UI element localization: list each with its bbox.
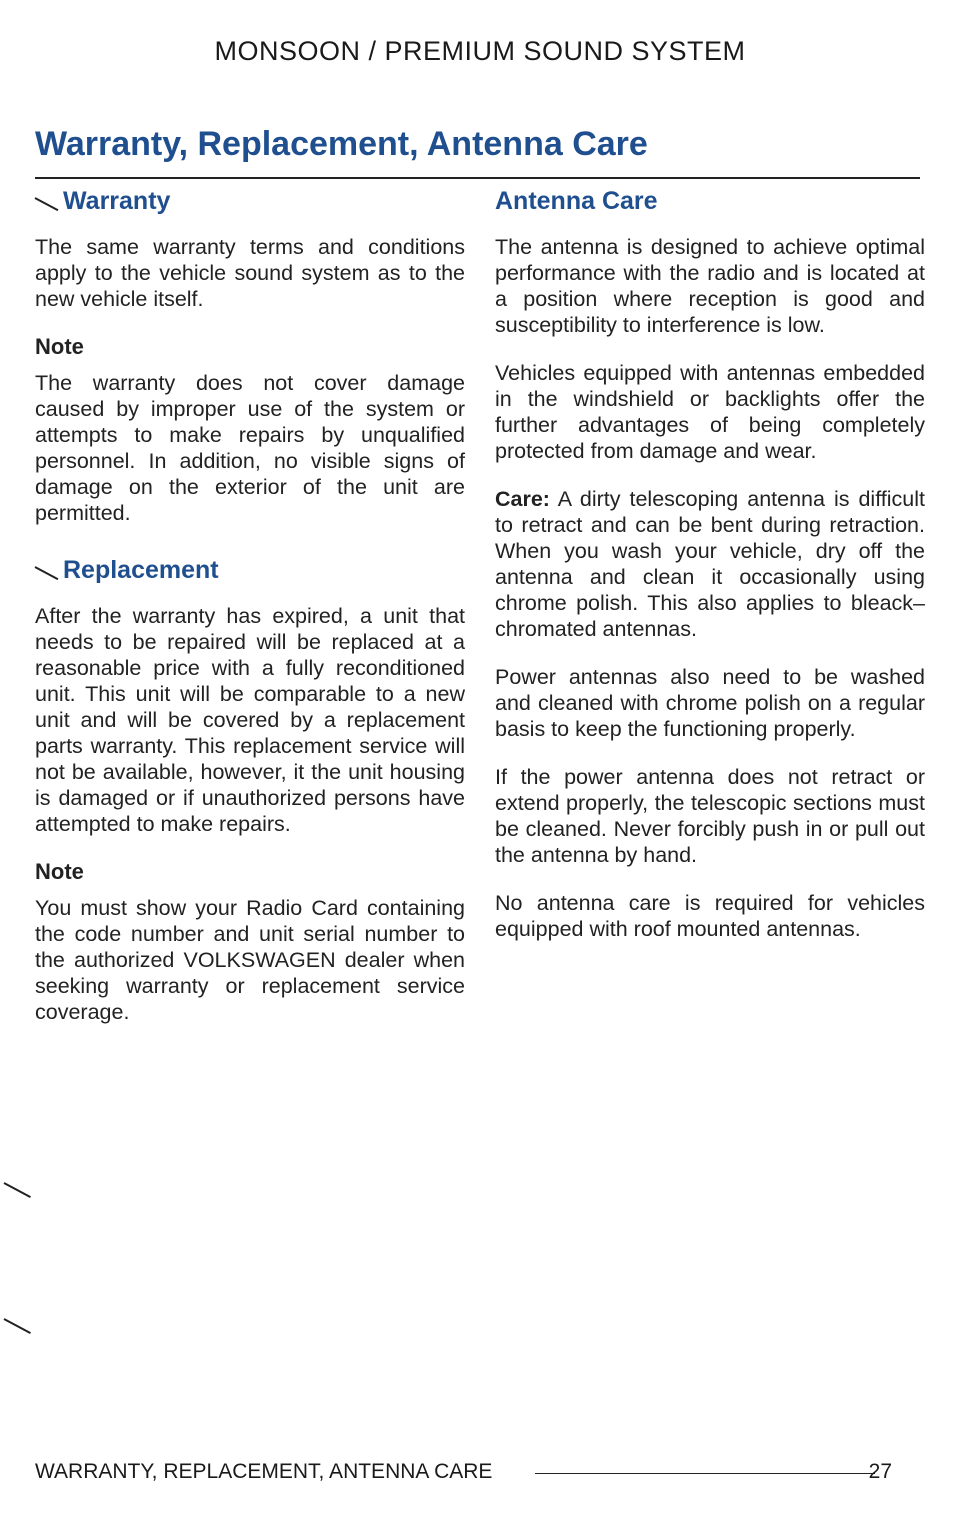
title-rule <box>35 177 920 179</box>
section-marker-icon <box>35 566 61 578</box>
replacement-note-text: You must show your Radio Card containing the code number and unit serial number to the authorized VOLKSWAGEN dealer when seeking warranty or replacement service coverage. <box>35 896 465 1024</box>
antenna-paragraph: The antenna is designed to achieve optimal performance with the radio and is located at a position where reception is good and susceptibility to interference is low. <box>495 235 925 337</box>
page-marker-icon <box>4 1318 34 1332</box>
page-number: 27 <box>868 1460 892 1483</box>
antenna-paragraph: Power antennas also need to be washed and cleaned with chrome polish on a regular basis to keep the functioning properly. <box>495 665 925 741</box>
page-title: Warranty, Replacement, Antenna Care <box>35 125 648 163</box>
running-header: MONSOON / PREMIUM SOUND SYSTEM <box>214 36 746 66</box>
antenna-care-paragraph: Care: A dirty telescoping antenna is difficult to retract and can be bent during retraction. When you wash your vehicle, dry off the antenna and clean it occasionally using chrome polish. This also applies to bleack–chromated antennas. <box>495 487 925 641</box>
footer-section-label: WARRANTY, REPLACEMENT, ANTENNA CARE <box>35 1460 493 1483</box>
antenna-care-heading: Antenna Care <box>495 187 658 215</box>
replacement-text: After the warranty has expired, a unit that needs to be repaired will be replaced at a reasonable price with a fully reconditioned unit. This unit will be comparable to a new unit and will be covered by a replacement parts warranty. This replacement service will not be available, however, it the unit housing is damaged or if unauthorized persons have attempted to make repairs. <box>35 604 465 836</box>
section-marker-icon <box>35 197 61 209</box>
right-column <box>495 187 925 964</box>
footer-rule <box>535 1473 875 1474</box>
antenna-paragraph: Vehicles equipped with antennas embedded in the windshield or backlights offer the further advantages of being completely protected from damage and wear. <box>495 361 925 463</box>
page-footer <box>35 1460 920 1490</box>
warranty-note-text: The warranty does not cover damage caused by improper use of the system or attempts to make repairs by unqualified personnel. In addition, no visible signs of damage on the exterior of the unit are permitted. <box>35 371 465 525</box>
warranty-heading: Warranty <box>35 187 465 216</box>
antenna-paragraph: If the power antenna does not retract or extend properly, the telescopic sections must be cleaned. Never forcibly push in or pull out the antenna by hand. <box>495 765 925 867</box>
warranty-text: The same warranty terms and conditions apply to the vehicle sound system as to the new vehicle itself. <box>35 235 465 311</box>
left-column <box>35 187 465 1047</box>
replacement-heading: Replacement <box>35 556 465 585</box>
note-heading: Note <box>35 334 84 359</box>
note-heading: Note <box>35 859 84 884</box>
page-marker-icon <box>4 1182 34 1196</box>
care-label: Care: <box>495 487 550 511</box>
antenna-paragraph: No antenna care is required for vehicles equipped with roof mounted antennas. <box>495 891 925 941</box>
